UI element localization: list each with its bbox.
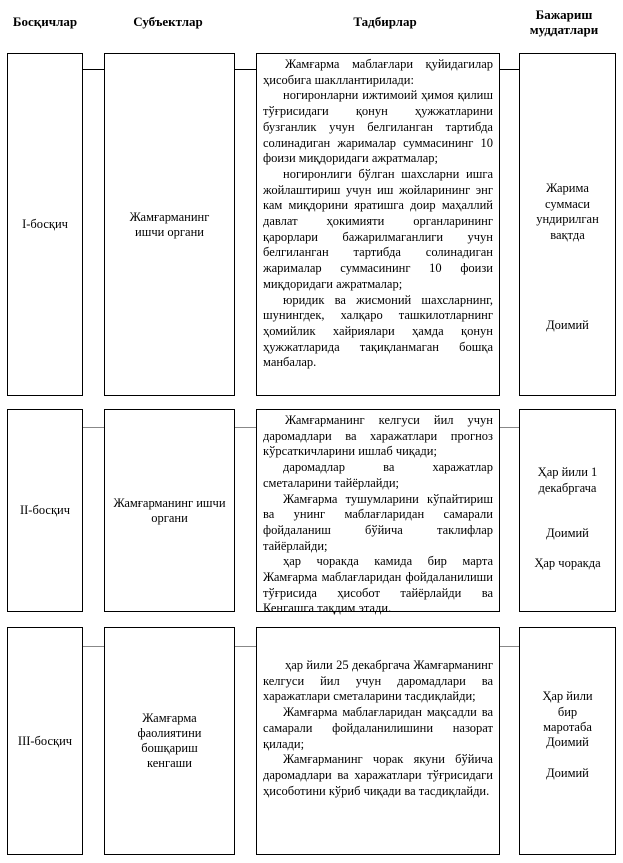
action-2-1: Жамғарманинг келгуси йил учун даромадлари ва харажатлари прогноз кўрсаткичларини ишлаб чиқади; bbox=[263, 413, 493, 459]
action-3-3: Жамғарманинг чорак якуни бўйича даромадлари ва харажатлари тўғрисидаги ҳисоботини кўриб чиқади ва тасдиқлайди. bbox=[263, 752, 493, 798]
term-3-1: Ҳар йили бир маротаба bbox=[542, 689, 593, 735]
action-3-2: Жамғарма маблағларидан мақсадли ва самарали фойдаланилишини назорат қилади; bbox=[263, 705, 493, 751]
actions-3-cell bbox=[256, 627, 500, 855]
header-subjects: Субъектлар bbox=[133, 14, 203, 29]
subject-2-cell bbox=[104, 409, 235, 612]
stage-1-cell bbox=[7, 53, 83, 396]
term-1-2: Доимий bbox=[546, 318, 589, 332]
action-1-2: ногиронларни ижтимоий ҳимоя қилиш тўғрисидаги қонун ҳужжатларини бузганлик учун белгиланган тартибда солинадиган жарималар суммасининг 10 фоизи миқдоридаги ажратмалар; bbox=[263, 88, 493, 166]
action-2-3: Жамғарма тушумларини кўпайтириш ва унинг маблағларидан самарали фойдаланиш бўйича таклифлар тайёрлайди; bbox=[263, 491, 493, 553]
stage-1-label: I-босқич bbox=[22, 217, 68, 231]
connector-1c bbox=[500, 69, 519, 70]
term-3-2: Доимий bbox=[546, 735, 589, 749]
connector-1a bbox=[83, 69, 104, 70]
header-terms bbox=[512, 7, 616, 37]
term-3-3: Доимий bbox=[546, 766, 589, 780]
term-2-2: Доимий bbox=[546, 526, 589, 540]
header-terms-line2: муддатлари bbox=[529, 22, 599, 37]
connector-2c bbox=[500, 427, 519, 428]
subject-3-cell bbox=[104, 627, 235, 855]
terms-2-cell bbox=[519, 409, 616, 612]
action-1-3: ногиронлиги бўлган шахсларни ишга жойлаштириш учун иш жойларининг энг кам миқдорини яратишга доир маҳаллий давлат ҳокимияти органларининг қарорлари бажарилмаганлиги учун белгиланган тартибда солинадиган жарималар суммасининг 10 фоизи миқдоридаги ажратмалар; bbox=[263, 166, 493, 291]
connector-2b bbox=[235, 427, 256, 428]
connector-2a bbox=[83, 427, 104, 428]
term-2-1: Ҳар йили 1 декабргача bbox=[537, 465, 598, 495]
term-1-1: Жарима суммаси ундирилган вақтда bbox=[536, 181, 599, 242]
connector-1b bbox=[235, 69, 256, 70]
header-actions: Тадбирлар bbox=[353, 14, 417, 29]
connector-3c bbox=[500, 646, 519, 647]
action-2-2: даромадлар ва харажатлар сметаларини тайёрлайди; bbox=[263, 460, 493, 490]
connector-3b bbox=[235, 646, 256, 647]
actions-2-cell bbox=[256, 409, 500, 616]
subject-1-label: Жамғарманинг ишчи органи bbox=[129, 209, 210, 239]
terms-3-cell bbox=[519, 627, 616, 855]
subject-1-cell bbox=[104, 53, 235, 396]
connector-3a bbox=[83, 646, 104, 647]
terms-1-cell bbox=[519, 53, 616, 396]
action-3-1: ҳар йили 25 декабргача Жамғарманинг келгуси йил учун даромадлари ва харажатлари сметаларини тасдиқлайди; bbox=[263, 658, 493, 704]
action-1-1: Жамғарма маблағлари қуйидагилар ҳисобига шакллантирилади: bbox=[263, 57, 493, 87]
action-2-4: ҳар чоракда камида бир марта Жамғарма маблағларидан фойдаланилиши тўғрисида ҳисобот тайёрлайди ва Кенгашга тақдим этади. bbox=[263, 554, 493, 616]
header-stages: Босқичлар bbox=[12, 14, 78, 29]
stage-2-cell bbox=[7, 409, 83, 612]
stage-2-label: II-босқич bbox=[19, 503, 70, 517]
subject-2-label: Жамғарманинг ишчи органи bbox=[113, 495, 226, 525]
stage-3-label: III-босқич bbox=[17, 733, 73, 748]
subject-3-label: Жамғарма фаолиятини бошқариш кенгаши bbox=[137, 711, 202, 770]
header-terms-line1: Бажариш bbox=[535, 7, 593, 22]
term-2-3: Ҳар чоракда bbox=[534, 556, 601, 570]
action-1-4: юридик ва жисмоний шахсларнинг, шунингдек, халқаро ташкилотларнинг ҳомийлик хайриялари ҳамда қонун ҳужжатларида тақиқланмаган бошқа манбалар. bbox=[263, 292, 493, 370]
actions-1-cell bbox=[256, 53, 500, 396]
stage-3-cell bbox=[7, 627, 83, 855]
